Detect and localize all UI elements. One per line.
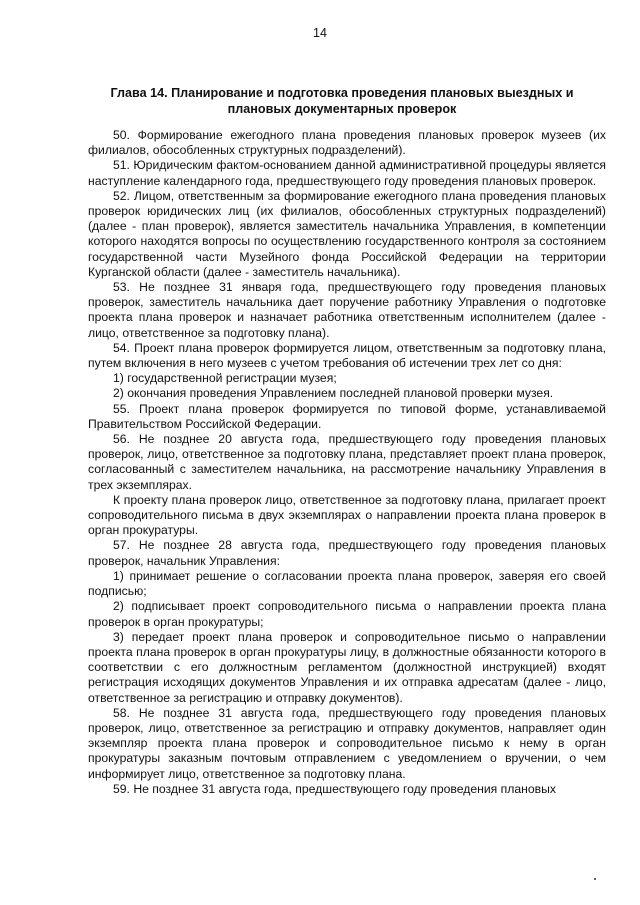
paragraph-53: 53. Не позднее 31 января года, предшествующего году проведения плановых проверок, заместитель начальника дает поручение работнику Управления о подготовке проекта плана проверок и назначает работника ответственным исполнителем (далее - лицо, ответственное за подготовку плана).: [88, 280, 606, 340]
scan-dot: [594, 878, 596, 880]
paragraph-59: 59. Не позднее 31 августа года, предшествующего году проведения плановых: [113, 781, 556, 796]
paragraph-51: 51. Юридическим фактом-основанием данной административной процедуры является наступление календарного года, предшествующего году проведения плановых проверок.: [88, 158, 606, 188]
paragraph-56: 56. Не позднее 20 августа года, предшествующего году проведения плановых проверок, лицо, ответственное за подготовку плана, представляет проект плана проверок, согласованный с заместителем начальника, на рассмотрение начальнику Управления в трех экземплярах.: [88, 432, 606, 492]
chapter-title: Глава 14. Планирование и подготовка проведения плановых выездных и плановых документарных проверок: [110, 86, 574, 116]
paragraph-57-item-3: 3) передает проект плана проверок и сопроводительное письмо о направлении проекта плана проверок в орган прокуратуры лицу, в должностные обязанности которого в соответствии с его должностным регламентом (должностной инструкцией) входят регистрация исходящих документов Управления и их отправка адресатам (далее - лицо, ответственное за регистрацию и отправку документов).: [88, 629, 606, 705]
document-body: [88, 128, 606, 797]
paragraph-56-attachment: К проекту плана проверок лицо, ответственное за подготовку плана, прилагает проект сопроводительного письма в двух экземплярах о направлении проекта плана проверок в орган прокуратуры.: [88, 492, 606, 538]
page-number: 14: [313, 26, 327, 40]
paragraph-54-item-2: 2) окончания проведения Управлением последней плановой проверки музея.: [113, 386, 554, 401]
paragraph-57-item-1: 1) принимает решение о согласовании проекта плана проверок, заверяя его своей подписью;: [88, 568, 606, 599]
paragraph-58: 58. Не позднее 31 августа года, предшествующего году проведения плановых проверок, лицо, ответственное за регистрацию и отправку документов, направляет один экземпляр проекта плана проверок и сопроводительное письмо к нему в орган прокуратуры заказным почтовым отправлением с уведомлением о вручении, о чем информирует лицо, ответственное за подготовку плана.: [88, 705, 606, 781]
paragraph-57-item-2: 2) подписывает проект сопроводительного письма о направлении проекта плана проверок в орган прокуратуры;: [88, 599, 606, 629]
paragraph-55: 55. Проект плана проверок формируется по типовой форме, устанавливаемой Правительством Российской Федерации.: [88, 401, 606, 431]
paragraph-50: 50. Формирование ежегодного плана проведения плановых проверок музеев (их филиалов, обособленных структурных подразделений).: [88, 128, 606, 158]
paragraph-54-item-1: 1) государственной регистрации музея;: [113, 371, 337, 386]
paragraph-57: 57. Не позднее 28 августа года, предшествующего году проведения плановых проверок, начальник Управления:: [88, 538, 606, 568]
paragraph-54: 54. Проект плана проверок формируется лицом, ответственным за подготовку плана, путем включения в него музеев с учетом требования об истечении трех лет со дня:: [88, 340, 606, 371]
paragraph-52: 52. Лицом, ответственным за формирование ежегодного плана проведения плановых проверок юридических лиц (их филиалов, обособленных структурных подразделений) (далее - план проверок), является заместитель начальника Управления, в компетенции которого находятся вопросы по осуществлению государственного контроля за состоянием государственной части Музейного фонда Российской Федерации на территории Курганской области (далее - заместитель начальника).: [88, 188, 606, 279]
